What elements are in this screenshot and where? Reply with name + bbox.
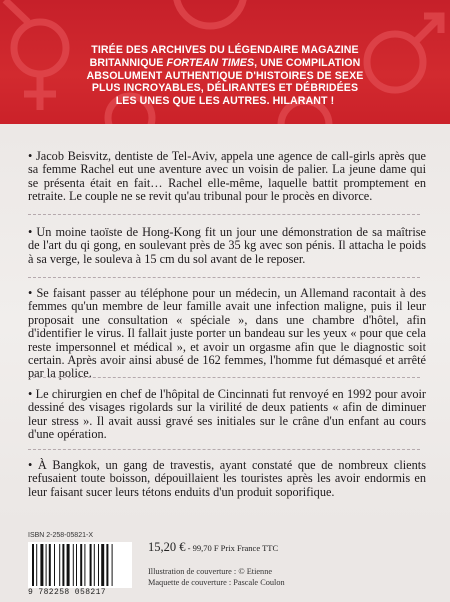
barcode-icon [28, 542, 132, 588]
headline-line-5: LES UNES QUE LES AUTRES. HILARANT ! [115, 95, 335, 108]
headline-line-3: ABSOLUMENT AUTHENTIQUE D'HISTOIRES DE SEXE [86, 69, 364, 82]
headline-line-2: BRITANNIQUE FORTEAN TIMES, UNE COMPILATION [89, 56, 361, 69]
anecdote-4: • Le chirurgien en chef de l'hôpital de Cincinnati fut renvoyé en 1992 pour avoir dessiné des visages rigolards sur la virilité de deux patients « afin de diminuer leur stress ». Il avait aussi gravé ses initiales sur le crâne d'un enfant au cours d'une opération. [28, 387, 426, 442]
red-header-banner [0, 0, 450, 136]
cover-credits [148, 566, 285, 588]
anecdote-2: • Un moine taoïste de Hong-Kong fit un jour une démonstration de sa maîtrise de l'art du qi gong, en soulevant près de 35 kg avec son pénis. Il attacha le poids à sa verge, le souleva à 15 cm du sol avant de le reposer. [28, 225, 426, 266]
barcode-number: 9 782258 058217 [28, 588, 107, 597]
magazine-title: FORTEAN TIMES [166, 56, 255, 69]
isbn-label: ISBN 2-258-05821-X [28, 532, 93, 539]
dashed-separator [28, 377, 420, 378]
price-euro: 15,20 € [148, 540, 186, 554]
anecdote-3: • Se faisant passer au téléphone pour un médecin, un Allemand racontait à des femmes qu'un membre de leur famille avait une infection maligne, puis il leur proposait une consultation « spéciale », dans une chambre d'hôtel, afin d'identifier le virus. Il fallait juste porter un bandeau sur les yeux « pour que cela reste impersonnel et médical », et avoir un orgasme afin que le diagnostic soit certain. Après avoir ainsi abusé de 162 femmes, l'homme fut démasqué et arrêté par la police. [28, 286, 426, 381]
headline-line-4: PLUS INCROYABLES, DÉLIRANTES ET DÉBRIDÉES [91, 82, 359, 95]
price [148, 540, 278, 555]
dashed-separator [28, 277, 420, 278]
circle-symbol-icon [176, 0, 244, 26]
headline-line-1: TIRÉE DES ARCHIVES DU LÉGENDAIRE MAGAZINE [91, 44, 359, 56]
headline-text [18, 44, 432, 108]
dashed-separator [28, 214, 420, 215]
price-francs: - 99,70 F Prix France TTC [185, 543, 279, 553]
illustration-credit: Illustration de couverture : © Etienne [148, 567, 273, 576]
anecdote-5: • À Bangkok, un gang de travestis, ayant constaté que de nombreux clients refusaient toute boisson, dépouillaient les touristes après les avoir endormis en leur faisant sucer leurs tétons enduits d'un produit soporifique. [28, 458, 426, 499]
dashed-separator [28, 449, 420, 450]
layout-credit: Maquette de couverture : Pascale Coulon [148, 578, 285, 587]
anecdote-1: • Jacob Beisvitz, dentiste de Tel-Aviv, appela une agence de call-girls après que sa femme Rachel eut une aventure avec un voisin de palier. La jeune dame qui se présenta était en fait… Rachel elle-même, laquelle battit promptement en retraite. Le couple ne se revit qu'au tribunal pour le procès en divorce. [28, 149, 426, 204]
